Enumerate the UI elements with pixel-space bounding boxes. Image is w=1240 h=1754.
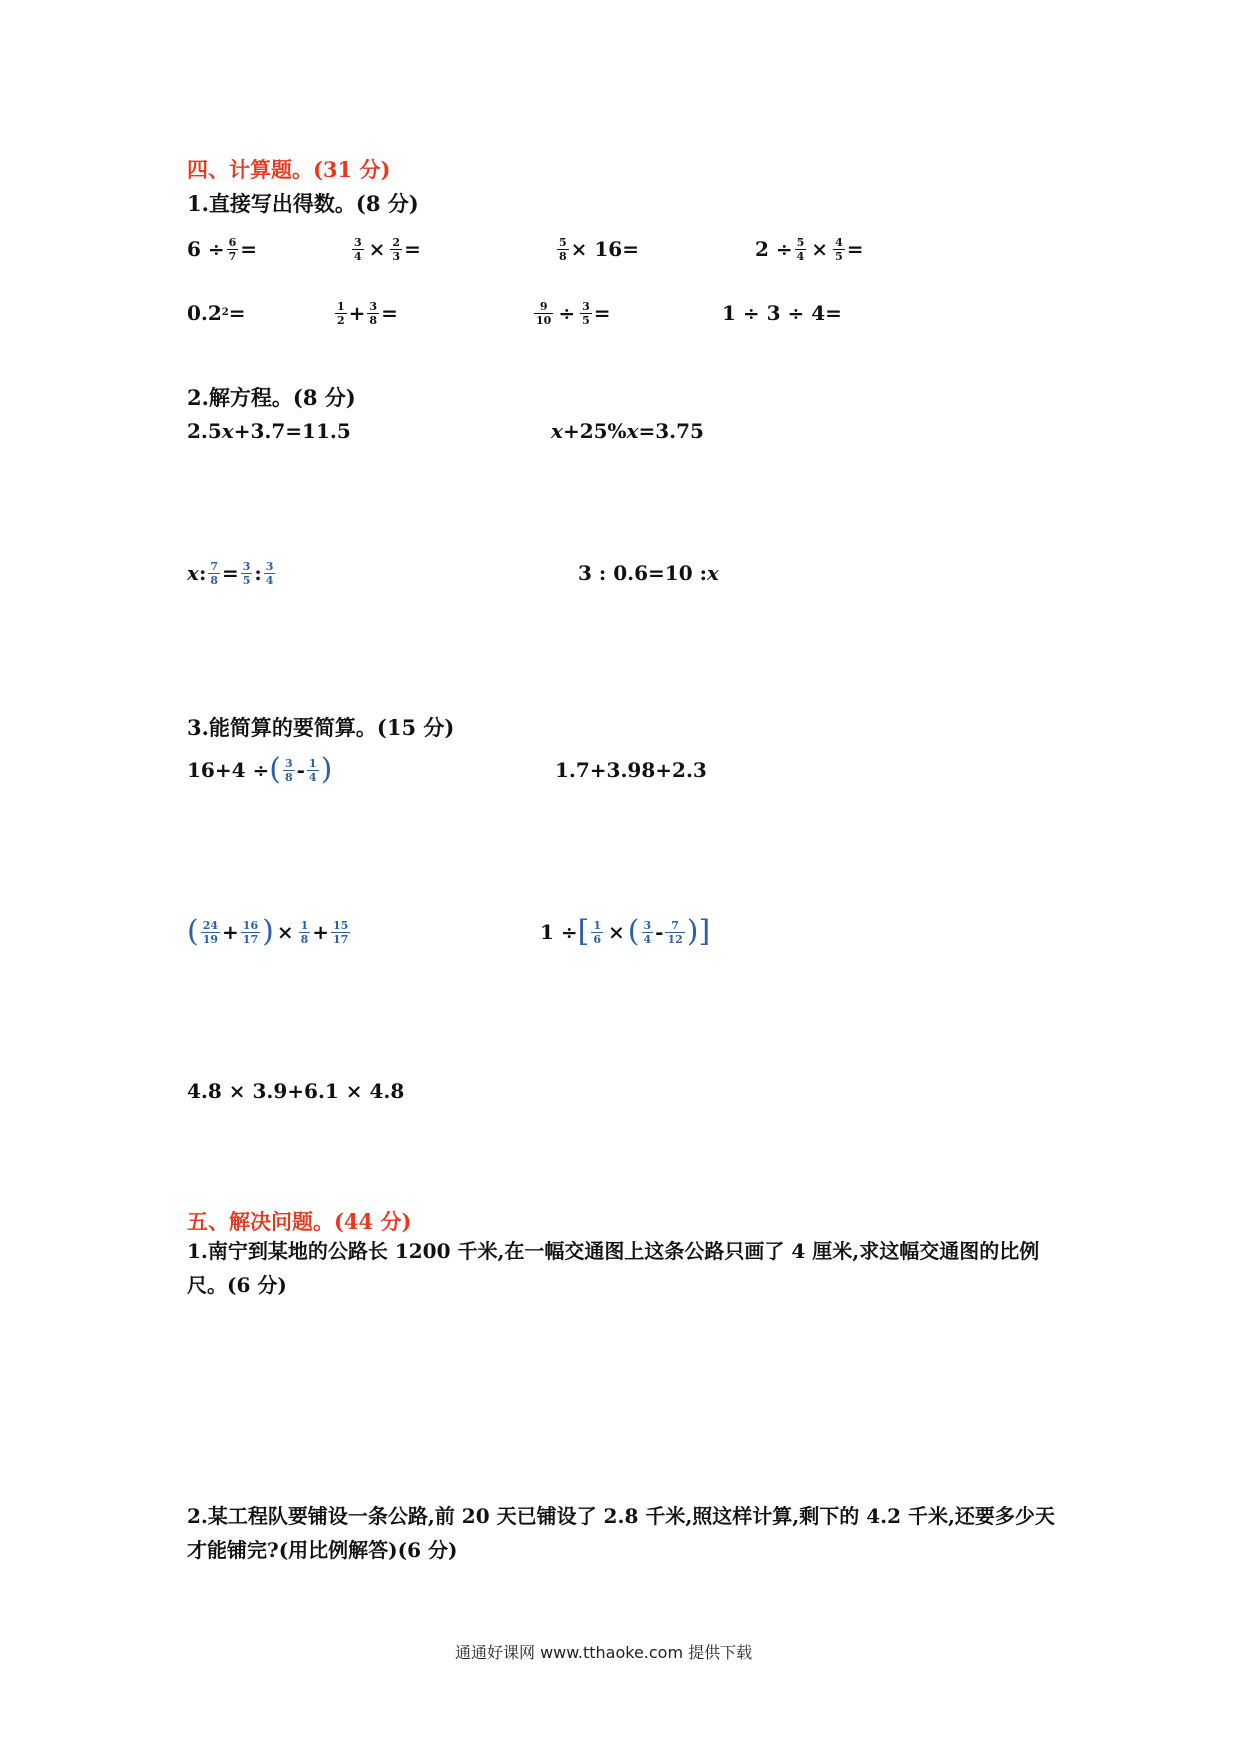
q2-eq-1 (187, 414, 351, 448)
fraction: $\frac{6}{7}$ (228, 235, 237, 263)
expr-text: 0.2 (187, 301, 222, 325)
fraction: $\frac{7}{12}$ (667, 918, 683, 946)
operator: × (276, 920, 294, 944)
right-bracket: ] (698, 914, 711, 949)
right-paren: ) (686, 914, 699, 949)
fraction: $\frac{1}{6}$ (593, 918, 602, 946)
fraction: $\frac{15}{17}$ (333, 918, 349, 946)
fraction: $\frac{5}{4}$ (796, 235, 805, 263)
right-paren: ) (320, 752, 333, 787)
expr-text: : (198, 561, 207, 585)
expr-text: = (404, 237, 421, 261)
variable-x: x (551, 419, 563, 443)
expr-text: =3.75 (638, 419, 704, 443)
expr-text: 16+4 ÷ (187, 758, 270, 782)
q2-eq-4 (578, 556, 719, 590)
fraction: $\frac{1}{8}$ (300, 918, 309, 946)
expr-text: = (593, 301, 611, 325)
expr-text: = (381, 301, 398, 325)
fraction: $\frac{4}{5}$ (835, 235, 843, 263)
variable-x: x (221, 419, 234, 443)
operator: + (312, 920, 330, 944)
q1-expr-3 (555, 232, 639, 266)
expr-text: 2 ÷ (755, 237, 793, 261)
problem-1: 1.南宁到某地的公路长 1200 千米,在一幅交通图上这条公路只画了 4 厘米,求这幅交通图的比例尺。(6 分) (187, 1239, 1040, 1297)
q3-title: 3.能简算的要简算。(15 分) (187, 715, 455, 740)
q1-expr-7 (532, 296, 611, 330)
variable-x: x (626, 419, 639, 443)
q2-title: 2.解方程。(8 分) (187, 385, 356, 410)
operator: + (222, 920, 239, 944)
expr-text: 4.8 × 3.9+6.1 × 4.8 (187, 1079, 405, 1103)
left-paren: ( (269, 752, 281, 787)
q1-title: 1.直接写出得数。(8 分) (187, 191, 419, 216)
operator: + (348, 301, 366, 325)
q2-eq-3 (187, 556, 277, 590)
left-paren: ( (187, 914, 199, 949)
expr-text: = (228, 301, 246, 325)
left-paren: ( (627, 914, 640, 949)
fraction: $\frac{16}{17}$ (242, 918, 259, 946)
expr-text: +3.7=11.5 (233, 419, 351, 443)
q3-expr-3 (187, 915, 352, 949)
q1-expr-5 (187, 296, 246, 330)
expr-text: = (221, 561, 239, 585)
fraction: $\frac{3}{4}$ (265, 559, 274, 587)
q3-expr-2 (555, 753, 707, 787)
expr-text: +25% (562, 419, 627, 443)
fraction: $\frac{24}{19}$ (202, 918, 219, 946)
fraction: $\frac{1}{2}$ (337, 299, 345, 327)
fraction: $\frac{9}{10}$ (536, 299, 552, 327)
q1-expr-2 (350, 232, 421, 266)
q1-expr-8 (722, 296, 842, 330)
operator: - (655, 920, 664, 944)
exponent: 2 (221, 307, 229, 318)
fraction: $\frac{3}{5}$ (242, 559, 251, 587)
expr-text: 1 ÷ (540, 920, 578, 944)
variable-x: x (706, 561, 719, 585)
fraction: $\frac{7}{8}$ (210, 559, 218, 587)
operator: × (608, 920, 625, 944)
operator: × (811, 237, 829, 261)
left-bracket: [ (577, 914, 590, 949)
variable-x: x (187, 561, 199, 585)
operator: ÷ (558, 301, 576, 325)
fraction: $\frac{3}{4}$ (643, 918, 652, 946)
expr-text: = (846, 237, 864, 261)
fraction: $\frac{5}{8}$ (559, 235, 567, 263)
q1-expr-1 (187, 232, 257, 266)
operator: - (296, 758, 305, 782)
expr-text: = (240, 237, 258, 261)
expr-text: × 16= (570, 237, 639, 261)
expr-text: 6 ÷ (187, 237, 225, 261)
q3-expr-5 (187, 1074, 404, 1108)
footer-text: 通通好课网 www.tthaoke.com 提供下载 (455, 1643, 753, 1662)
q3-expr-1 (187, 753, 332, 787)
section-5-title: 五、解决问题。(44 分) (187, 1209, 412, 1234)
q1-expr-4 (755, 232, 863, 266)
expr-text: : (254, 561, 262, 585)
expr-text: 2.5 (187, 419, 222, 443)
fraction: $\frac{3}{5}$ (582, 299, 590, 327)
fraction: $\frac{3}{8}$ (284, 756, 293, 784)
expr-text: 1.7+3.98+2.3 (555, 758, 707, 782)
right-paren: ) (262, 914, 274, 949)
section-4-title: 四、计算题。(31 分) (187, 157, 391, 182)
operator: × (368, 237, 386, 261)
fraction: $\frac{1}{4}$ (308, 756, 317, 784)
fraction: $\frac{2}{3}$ (392, 235, 401, 263)
fraction: $\frac{3}{4}$ (354, 235, 362, 263)
q2-eq-2 (551, 414, 704, 448)
q3-expr-4 (540, 915, 710, 949)
expr-text: 1 ÷ 3 ÷ 4= (722, 301, 842, 325)
problem-2: 2.某工程队要铺设一条公路,前 20 天已铺设了 2.8 千米,照这样计算,剩下的 4.2 千米,还要多少天才能铺完?(用比例解答)(6 分) (187, 1504, 1055, 1562)
expr-text: 3 : 0.6=10 : (578, 561, 707, 585)
fraction: $\frac{3}{8}$ (369, 299, 378, 327)
q1-expr-6 (333, 296, 398, 330)
